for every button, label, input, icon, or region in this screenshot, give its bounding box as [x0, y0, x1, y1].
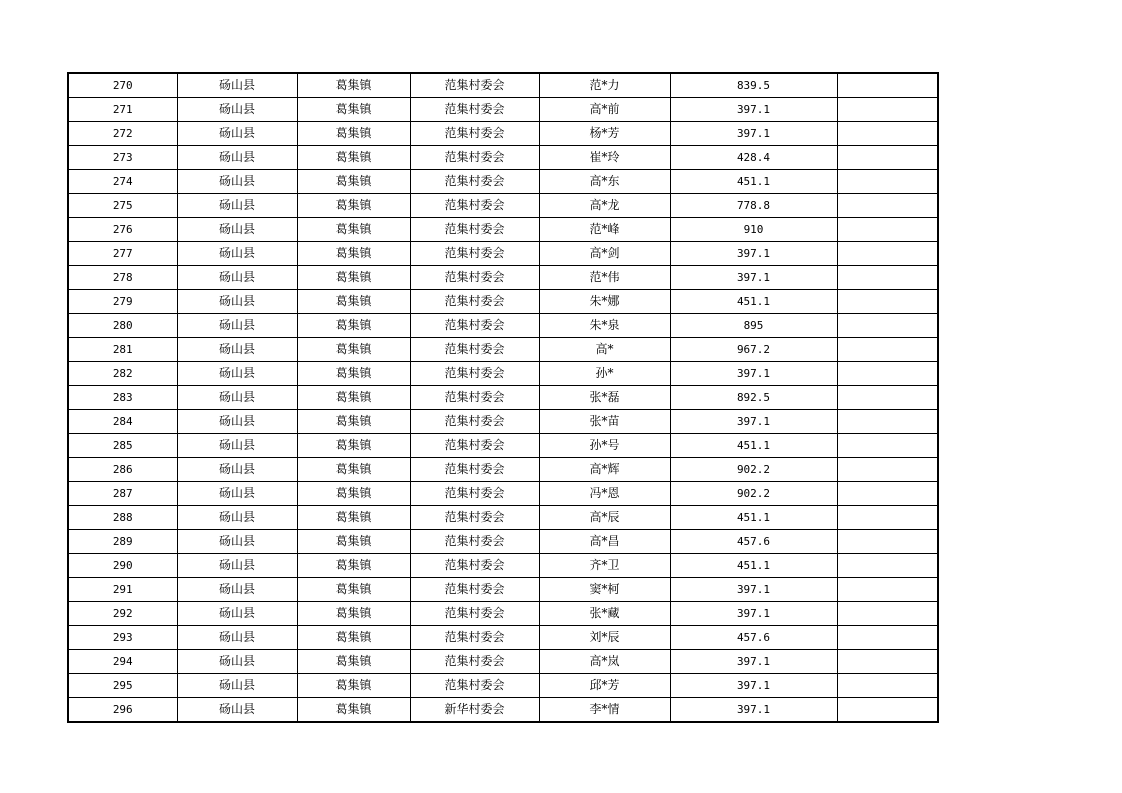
village-cell: 范集村委会 [410, 290, 539, 314]
village-cell: 范集村委会 [410, 530, 539, 554]
note-cell [837, 482, 938, 506]
amount-cell: 902.2 [670, 482, 837, 506]
name-cell: 邱*芳 [539, 674, 670, 698]
amount-cell: 397.1 [670, 698, 837, 723]
name-cell: 高*东 [539, 170, 670, 194]
note-cell [837, 674, 938, 698]
amount-cell: 457.6 [670, 626, 837, 650]
town-cell: 葛集镇 [297, 506, 410, 530]
data-table [67, 72, 939, 723]
town-cell: 葛集镇 [297, 434, 410, 458]
amount-cell: 428.4 [670, 146, 837, 170]
village-cell: 范集村委会 [410, 602, 539, 626]
table-row [68, 146, 938, 170]
table-row [68, 554, 938, 578]
amount-cell: 397.1 [670, 410, 837, 434]
table-row [68, 530, 938, 554]
village-cell: 范集村委会 [410, 386, 539, 410]
town-cell: 葛集镇 [297, 698, 410, 723]
county-cell: 砀山县 [177, 362, 297, 386]
note-cell [837, 314, 938, 338]
note-cell [837, 434, 938, 458]
name-cell: 张*磊 [539, 386, 670, 410]
village-cell: 范集村委会 [410, 410, 539, 434]
county-cell: 砀山县 [177, 290, 297, 314]
county-cell: 砀山县 [177, 266, 297, 290]
row-number-cell: 270 [68, 73, 177, 98]
county-cell: 砀山县 [177, 386, 297, 410]
note-cell [837, 530, 938, 554]
amount-cell: 967.2 [670, 338, 837, 362]
town-cell: 葛集镇 [297, 578, 410, 602]
row-number-cell: 293 [68, 626, 177, 650]
note-cell [837, 122, 938, 146]
amount-cell: 451.1 [670, 554, 837, 578]
town-cell: 葛集镇 [297, 626, 410, 650]
town-cell: 葛集镇 [297, 554, 410, 578]
village-cell: 范集村委会 [410, 554, 539, 578]
note-cell [837, 602, 938, 626]
note-cell [837, 338, 938, 362]
town-cell: 葛集镇 [297, 602, 410, 626]
amount-cell: 902.2 [670, 458, 837, 482]
table-row [68, 410, 938, 434]
row-number-cell: 285 [68, 434, 177, 458]
town-cell: 葛集镇 [297, 242, 410, 266]
row-number-cell: 283 [68, 386, 177, 410]
name-cell: 高*辰 [539, 506, 670, 530]
amount-cell: 397.1 [670, 266, 837, 290]
table-row [68, 314, 938, 338]
note-cell [837, 290, 938, 314]
town-cell: 葛集镇 [297, 650, 410, 674]
name-cell: 范*峰 [539, 218, 670, 242]
row-number-cell: 291 [68, 578, 177, 602]
row-number-cell: 274 [68, 170, 177, 194]
county-cell: 砀山县 [177, 194, 297, 218]
name-cell: 朱*泉 [539, 314, 670, 338]
village-cell: 范集村委会 [410, 434, 539, 458]
village-cell: 范集村委会 [410, 506, 539, 530]
county-cell: 砀山县 [177, 602, 297, 626]
village-cell: 范集村委会 [410, 73, 539, 98]
village-cell: 范集村委会 [410, 482, 539, 506]
row-number-cell: 279 [68, 290, 177, 314]
note-cell [837, 554, 938, 578]
table-row [68, 482, 938, 506]
name-cell: 孙* [539, 362, 670, 386]
town-cell: 葛集镇 [297, 218, 410, 242]
county-cell: 砀山县 [177, 434, 297, 458]
town-cell: 葛集镇 [297, 410, 410, 434]
table-row [68, 290, 938, 314]
village-cell: 范集村委会 [410, 314, 539, 338]
name-cell: 孙*号 [539, 434, 670, 458]
county-cell: 砀山县 [177, 410, 297, 434]
row-number-cell: 288 [68, 506, 177, 530]
village-cell: 新华村委会 [410, 698, 539, 723]
note-cell [837, 73, 938, 98]
row-number-cell: 280 [68, 314, 177, 338]
name-cell: 范*力 [539, 73, 670, 98]
name-cell: 朱*娜 [539, 290, 670, 314]
row-number-cell: 284 [68, 410, 177, 434]
table-row [68, 386, 938, 410]
table-row [68, 98, 938, 122]
county-cell: 砀山县 [177, 506, 297, 530]
note-cell [837, 242, 938, 266]
row-number-cell: 292 [68, 602, 177, 626]
amount-cell: 397.1 [670, 122, 837, 146]
table-row [68, 626, 938, 650]
note-cell [837, 386, 938, 410]
village-cell: 范集村委会 [410, 98, 539, 122]
amount-cell: 895 [670, 314, 837, 338]
table-row [68, 506, 938, 530]
amount-cell: 397.1 [670, 578, 837, 602]
county-cell: 砀山县 [177, 530, 297, 554]
row-number-cell: 272 [68, 122, 177, 146]
county-cell: 砀山县 [177, 578, 297, 602]
village-cell: 范集村委会 [410, 242, 539, 266]
village-cell: 范集村委会 [410, 626, 539, 650]
row-number-cell: 276 [68, 218, 177, 242]
table-row [68, 170, 938, 194]
name-cell: 高*岚 [539, 650, 670, 674]
note-cell [837, 170, 938, 194]
village-cell: 范集村委会 [410, 674, 539, 698]
village-cell: 范集村委会 [410, 578, 539, 602]
table-row [68, 122, 938, 146]
name-cell: 冯*恩 [539, 482, 670, 506]
town-cell: 葛集镇 [297, 674, 410, 698]
note-cell [837, 650, 938, 674]
amount-cell: 457.6 [670, 530, 837, 554]
note-cell [837, 506, 938, 530]
county-cell: 砀山县 [177, 98, 297, 122]
town-cell: 葛集镇 [297, 170, 410, 194]
row-number-cell: 289 [68, 530, 177, 554]
amount-cell: 397.1 [670, 242, 837, 266]
name-cell: 高*剑 [539, 242, 670, 266]
amount-cell: 910 [670, 218, 837, 242]
amount-cell: 397.1 [670, 674, 837, 698]
row-number-cell: 287 [68, 482, 177, 506]
county-cell: 砀山县 [177, 698, 297, 723]
name-cell: 杨*芳 [539, 122, 670, 146]
town-cell: 葛集镇 [297, 338, 410, 362]
note-cell [837, 266, 938, 290]
table-row [68, 602, 938, 626]
village-cell: 范集村委会 [410, 122, 539, 146]
amount-cell: 778.8 [670, 194, 837, 218]
amount-cell: 397.1 [670, 650, 837, 674]
name-cell: 崔*玲 [539, 146, 670, 170]
town-cell: 葛集镇 [297, 98, 410, 122]
town-cell: 葛集镇 [297, 146, 410, 170]
table-row [68, 218, 938, 242]
county-cell: 砀山县 [177, 650, 297, 674]
county-cell: 砀山县 [177, 122, 297, 146]
name-cell: 李*情 [539, 698, 670, 723]
table-row [68, 578, 938, 602]
row-number-cell: 282 [68, 362, 177, 386]
village-cell: 范集村委会 [410, 170, 539, 194]
amount-cell: 397.1 [670, 602, 837, 626]
note-cell [837, 146, 938, 170]
note-cell [837, 698, 938, 723]
name-cell: 齐*卫 [539, 554, 670, 578]
town-cell: 葛集镇 [297, 362, 410, 386]
row-number-cell: 296 [68, 698, 177, 723]
name-cell: 刘*辰 [539, 626, 670, 650]
name-cell: 高*前 [539, 98, 670, 122]
town-cell: 葛集镇 [297, 290, 410, 314]
table-row [68, 434, 938, 458]
row-number-cell: 273 [68, 146, 177, 170]
note-cell [837, 410, 938, 434]
town-cell: 葛集镇 [297, 458, 410, 482]
village-cell: 范集村委会 [410, 146, 539, 170]
amount-cell: 397.1 [670, 362, 837, 386]
table-body [68, 73, 938, 722]
county-cell: 砀山县 [177, 170, 297, 194]
county-cell: 砀山县 [177, 482, 297, 506]
name-cell: 高* [539, 338, 670, 362]
note-cell [837, 362, 938, 386]
village-cell: 范集村委会 [410, 650, 539, 674]
amount-cell: 451.1 [670, 506, 837, 530]
note-cell [837, 458, 938, 482]
county-cell: 砀山县 [177, 242, 297, 266]
county-cell: 砀山县 [177, 218, 297, 242]
village-cell: 范集村委会 [410, 362, 539, 386]
row-number-cell: 290 [68, 554, 177, 578]
county-cell: 砀山县 [177, 338, 297, 362]
village-cell: 范集村委会 [410, 338, 539, 362]
table-row [68, 674, 938, 698]
row-number-cell: 295 [68, 674, 177, 698]
name-cell: 窦*柯 [539, 578, 670, 602]
table-row [68, 650, 938, 674]
town-cell: 葛集镇 [297, 482, 410, 506]
note-cell [837, 218, 938, 242]
village-cell: 范集村委会 [410, 194, 539, 218]
town-cell: 葛集镇 [297, 530, 410, 554]
row-number-cell: 277 [68, 242, 177, 266]
table-row [68, 362, 938, 386]
town-cell: 葛集镇 [297, 122, 410, 146]
row-number-cell: 278 [68, 266, 177, 290]
amount-cell: 397.1 [670, 98, 837, 122]
table-row [68, 338, 938, 362]
county-cell: 砀山县 [177, 314, 297, 338]
table-row [68, 194, 938, 218]
amount-cell: 892.5 [670, 386, 837, 410]
name-cell: 张*苗 [539, 410, 670, 434]
note-cell [837, 98, 938, 122]
table-row [68, 242, 938, 266]
table-row [68, 458, 938, 482]
row-number-cell: 286 [68, 458, 177, 482]
county-cell: 砀山县 [177, 458, 297, 482]
note-cell [837, 578, 938, 602]
name-cell: 张*藏 [539, 602, 670, 626]
town-cell: 葛集镇 [297, 386, 410, 410]
county-cell: 砀山县 [177, 674, 297, 698]
note-cell [837, 194, 938, 218]
town-cell: 葛集镇 [297, 73, 410, 98]
county-cell: 砀山县 [177, 554, 297, 578]
note-cell [837, 626, 938, 650]
row-number-cell: 271 [68, 98, 177, 122]
row-number-cell: 281 [68, 338, 177, 362]
table-row [68, 73, 938, 98]
town-cell: 葛集镇 [297, 314, 410, 338]
county-cell: 砀山县 [177, 626, 297, 650]
name-cell: 范*伟 [539, 266, 670, 290]
amount-cell: 451.1 [670, 434, 837, 458]
row-number-cell: 294 [68, 650, 177, 674]
table-row [68, 698, 938, 723]
county-cell: 砀山县 [177, 146, 297, 170]
amount-cell: 451.1 [670, 170, 837, 194]
town-cell: 葛集镇 [297, 194, 410, 218]
village-cell: 范集村委会 [410, 458, 539, 482]
name-cell: 高*昌 [539, 530, 670, 554]
amount-cell: 839.5 [670, 73, 837, 98]
name-cell: 高*辉 [539, 458, 670, 482]
village-cell: 范集村委会 [410, 266, 539, 290]
town-cell: 葛集镇 [297, 266, 410, 290]
table-row [68, 266, 938, 290]
amount-cell: 451.1 [670, 290, 837, 314]
village-cell: 范集村委会 [410, 218, 539, 242]
row-number-cell: 275 [68, 194, 177, 218]
name-cell: 高*龙 [539, 194, 670, 218]
county-cell: 砀山县 [177, 73, 297, 98]
